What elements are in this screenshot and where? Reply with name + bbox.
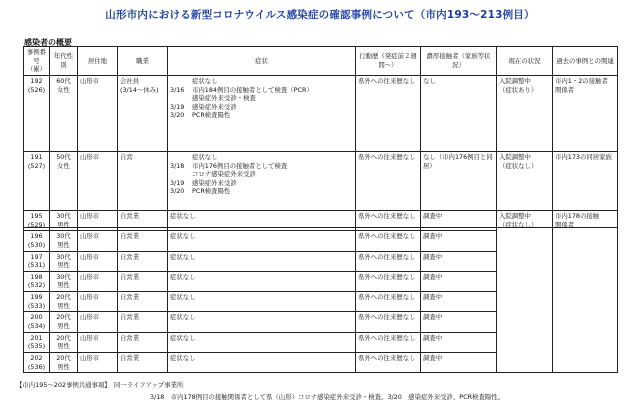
age-sex-cell — [50, 352, 78, 372]
travel-cell: 県外への往来歴なし — [356, 352, 421, 372]
age: 30代 — [56, 212, 71, 220]
symptom-text: 症状なし — [192, 76, 218, 85]
case-no-cell — [24, 332, 50, 352]
sex: 男性 — [57, 261, 70, 270]
contact-cell: 調査中 — [421, 211, 497, 231]
case-no-cell — [24, 75, 50, 151]
footer-common-detail: 3/18 市内178例目の接触関係者として県（山形）コロナ感染症外来受診・検査。3/20 感染症外来受診、PCR検査陽性。 — [150, 393, 505, 401]
travel-cell: 県外への往来歴なし — [356, 312, 421, 332]
case-cumulative: (536) — [27, 362, 46, 371]
symptom-text: PCR検査陽性 — [192, 187, 231, 196]
contact-cell: 調査中 — [421, 271, 497, 291]
case-no-cell — [24, 251, 50, 271]
symptoms-cell: 症状なし — [168, 332, 356, 352]
section-label: 感染者の概要 — [24, 38, 72, 47]
case-cumulative: (535) — [27, 342, 46, 351]
travel-cell: 県外への往来歴なし — [356, 151, 421, 227]
header-status: 現在の状況 — [497, 47, 553, 76]
case-no-cell — [24, 292, 50, 312]
symptoms-cell: 症状なし — [168, 251, 356, 271]
symptom-line — [170, 162, 353, 171]
age-sex-cell — [50, 312, 78, 332]
travel-cell: 県外への往来歴なし — [356, 332, 421, 352]
symptom-line — [170, 86, 353, 95]
symptoms-cell: 症状なし — [168, 292, 356, 312]
residence-cell: 山形市 — [78, 352, 118, 372]
table-header-row — [24, 47, 618, 76]
case-cumulative: (534) — [27, 322, 46, 331]
symptom-line — [170, 187, 353, 196]
residence-cell: 山形市 — [78, 312, 118, 332]
header-symptoms: 症状 — [168, 47, 356, 76]
age-sex-cell — [50, 292, 78, 312]
sex: 男性 — [57, 362, 70, 371]
symptoms-cell: 症状なし — [168, 271, 356, 291]
symptom-text: 感染症外来受診 — [192, 102, 237, 111]
contact-cell: 調査中 — [421, 312, 497, 332]
residence-cell: 山形市 — [78, 251, 118, 271]
residence-cell: 山形市 — [78, 75, 118, 151]
case-no: 198 — [30, 272, 43, 281]
case-no: 197 — [30, 252, 43, 261]
link-note: 関係者 — [555, 220, 575, 229]
occupation-cell: 自営業 — [118, 251, 168, 271]
symptom-date: 3/16 — [170, 85, 185, 94]
symptom-text: 症状なし — [192, 152, 218, 161]
case-cumulative: (529) — [27, 220, 46, 229]
travel-cell: 県外への往来歴なし — [356, 231, 421, 251]
case-cumulative: (531) — [27, 261, 46, 270]
case-no: 196 — [30, 232, 43, 241]
case-no-cell — [24, 211, 50, 231]
age: 60代 — [56, 76, 71, 85]
symptom-text: 感染症外来受診・検査 — [192, 94, 256, 103]
age: 20代 — [56, 313, 71, 322]
cases-table-top — [23, 46, 618, 228]
contact-cell: 調査中 — [421, 292, 497, 312]
contact-cell: 調査中 — [421, 332, 497, 352]
header-occupation: 職業 — [118, 47, 168, 76]
residence-cell: 山形市 — [78, 151, 118, 227]
status: 入院調整中 — [499, 152, 531, 161]
residence-cell: 山形市 — [78, 271, 118, 291]
header-contact: 濃厚接触者（家族等状況） — [421, 47, 497, 76]
header-case-no: 事例番号（累） — [24, 47, 50, 76]
contact-cell: 調査中 — [421, 231, 497, 251]
status-note: （症状あり） — [499, 85, 538, 94]
occupation-cell: 自営業 — [118, 231, 168, 251]
status-cell — [497, 75, 553, 151]
symptom-line — [170, 111, 353, 120]
sex: 女性 — [57, 85, 70, 94]
residence-cell: 山形市 — [78, 211, 118, 231]
sex: 男性 — [57, 342, 70, 351]
symptoms-cell: 症状なし — [168, 352, 356, 372]
symptom-text: 市内176例目の接触者として検査 — [192, 161, 288, 170]
age: 20代 — [56, 353, 71, 362]
cases-table-bottom — [23, 210, 618, 373]
case-cumulative: (526) — [27, 85, 46, 94]
travel-cell: 県外への往来歴なし — [356, 211, 421, 231]
residence-cell: 山形市 — [78, 332, 118, 352]
travel-cell: 県外への往来歴なし — [356, 292, 421, 312]
contact-cell: なし（市内176例目と同居） — [421, 151, 497, 227]
occupation-cell: 自営業 — [118, 352, 168, 372]
table-row — [24, 75, 618, 151]
case-cumulative: (533) — [27, 301, 46, 310]
sex: 男性 — [57, 281, 70, 290]
age: 50代 — [56, 152, 71, 161]
age-sex-cell — [50, 251, 78, 271]
symptom-line — [170, 94, 353, 103]
case-no: 199 — [30, 293, 43, 302]
symptom-date: 3/20 — [170, 111, 185, 120]
status-note: （症状なし） — [499, 220, 538, 229]
case-no-cell — [24, 312, 50, 332]
contact-cell: 調査中 — [421, 251, 497, 271]
sex: 男性 — [57, 220, 70, 229]
case-no-cell — [24, 352, 50, 372]
symptoms-cell — [168, 75, 356, 151]
sex: 女性 — [57, 161, 70, 170]
symptom-line — [170, 170, 353, 179]
occupation-cell — [118, 75, 168, 151]
status-cell — [497, 211, 553, 373]
symptom-text: 市内184例目の接触者として検査（PCR） — [192, 85, 313, 94]
contact-cell: なし — [421, 75, 497, 151]
link-cell — [553, 75, 618, 151]
table-row — [24, 211, 618, 231]
occupation-cell: 自営業 — [118, 211, 168, 231]
contact-cell: 調査中 — [421, 352, 497, 372]
case-cumulative: (532) — [27, 281, 46, 290]
symptom-date: 3/18 — [170, 161, 185, 170]
page-title: 山形市内における新型コロナウイルス感染症の確認事例について（市内193～213例目） — [105, 9, 535, 21]
footer-common-label: 【市内195～202事例共通事項】 同一ライフアップ事業所 — [16, 381, 184, 389]
occupation: 会社員 — [120, 76, 140, 85]
link-note: 関係者 — [555, 85, 575, 94]
symptoms-cell: 症状なし — [168, 312, 356, 332]
age-sex-cell — [50, 271, 78, 291]
occupation-cell: 自営業 — [118, 271, 168, 291]
travel-cell: 県外への往来歴なし — [356, 271, 421, 291]
sex: 男性 — [57, 240, 70, 249]
case-cumulative: (527) — [27, 161, 46, 170]
case-no: 195 — [30, 212, 43, 220]
occupation: 自営 — [120, 152, 133, 161]
case-no: 191 — [30, 152, 43, 161]
age: 20代 — [56, 293, 71, 302]
case-no: 200 — [30, 313, 43, 322]
travel-cell: 県外への往来歴なし — [356, 75, 421, 151]
symptom-date: 3/19 — [170, 102, 185, 111]
link: 市内173の同居家族 — [555, 152, 612, 161]
symptom-text: コロナ感染症外来受診 — [192, 170, 256, 179]
symptoms-cell: 症状なし — [168, 231, 356, 251]
symptom-date: 3/20 — [170, 187, 185, 196]
header-travel: 行動歴（発症前２週間～） — [356, 47, 421, 76]
case-no: 202 — [30, 353, 43, 362]
travel-cell: 県外への往来歴なし — [356, 251, 421, 271]
symptom-text: 感染症外来受診 — [192, 178, 237, 187]
symptom-line — [170, 153, 353, 162]
age-sex-cell — [50, 211, 78, 231]
case-no: 192 — [30, 76, 43, 85]
sex: 男性 — [57, 301, 70, 310]
header-link: 過去の事例との関連 — [553, 47, 618, 76]
symptoms-cell: 症状なし — [168, 211, 356, 231]
symptom-text: PCR検査陽性 — [192, 111, 231, 120]
age: 30代 — [56, 252, 71, 261]
case-cumulative: (530) — [27, 240, 46, 249]
occupation-cell: 自営業 — [118, 332, 168, 352]
link: 市内178の接触 — [555, 212, 600, 220]
occupation-note: (3/14～休み) — [120, 85, 159, 94]
age: 30代 — [56, 232, 71, 241]
status-note: （症状なし） — [499, 161, 538, 170]
age-sex-cell — [50, 75, 78, 151]
occupation-cell: 自営業 — [118, 312, 168, 332]
residence-cell: 山形市 — [78, 292, 118, 312]
residence-cell: 山形市 — [78, 231, 118, 251]
age: 30代 — [56, 272, 71, 281]
case-no-cell — [24, 271, 50, 291]
occupation-cell: 自営業 — [118, 292, 168, 312]
case-no: 201 — [30, 333, 43, 342]
header-age-sex: 年代性別 — [50, 47, 78, 76]
link: 市内1・2の接触者 — [555, 76, 608, 85]
header-residence: 居住地 — [78, 47, 118, 76]
age: 20代 — [56, 333, 71, 342]
status: 入院調整中 — [499, 212, 531, 220]
status: 入院調整中 — [499, 76, 531, 85]
symptom-date: 3/19 — [170, 178, 185, 187]
case-no-cell — [24, 231, 50, 251]
link-cell — [553, 211, 618, 373]
sex: 男性 — [57, 322, 70, 331]
age-sex-cell — [50, 231, 78, 251]
symptom-line — [170, 77, 353, 86]
age-sex-cell — [50, 332, 78, 352]
